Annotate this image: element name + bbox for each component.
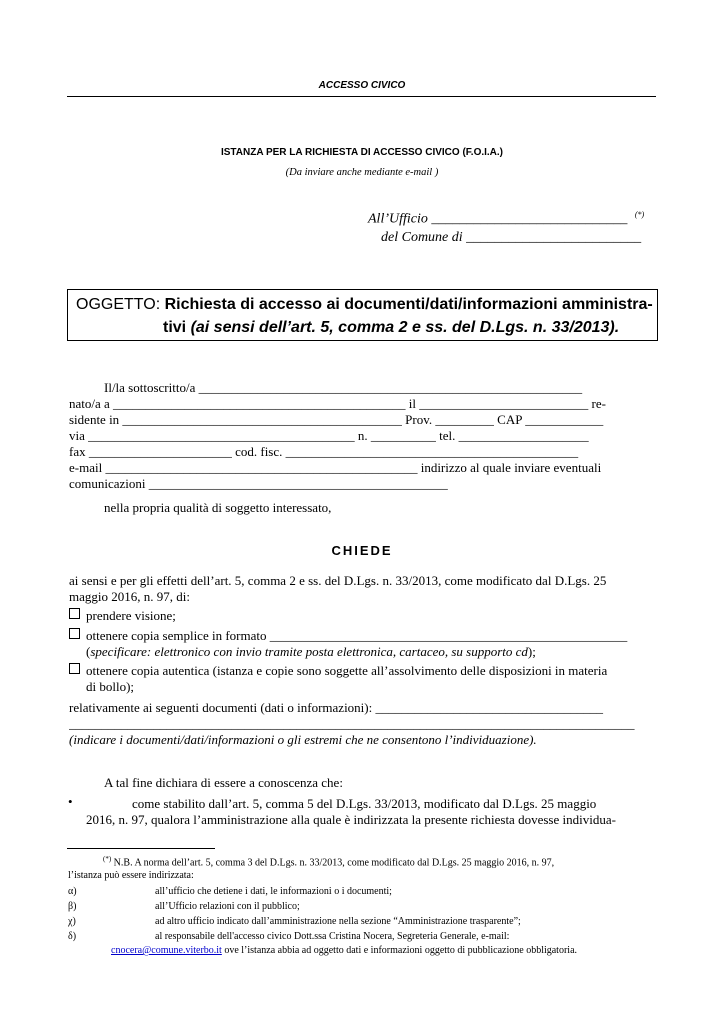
- footnote-item-key-2: β): [68, 901, 77, 912]
- subject-label: OGGETTO:: [76, 296, 161, 313]
- footnote-item-text-3: ad altro ufficio indicato dall’amministrazione nella sezione “Amministrazione trasparente”;: [155, 916, 521, 927]
- subject-text-2: tivi: [163, 319, 191, 336]
- footnote-item-text-1: all’ufficio che detiene i dati, le informazioni o i documenti;: [155, 886, 392, 897]
- footnote-item-key-1: α): [68, 886, 77, 897]
- page-header: ACCESSO CIVICO: [318, 80, 406, 91]
- footnote-text-1: N.B. A norma dell’art. 5, comma 3 del D.Lgs. n. 33/2013, come modificato dal D.Lgs. 25 maggio 2016, n. 97,: [113, 857, 555, 869]
- footnote-line-1: [103, 855, 554, 868]
- footnote-item-key-4: δ): [68, 931, 77, 942]
- subject-box: [67, 289, 658, 341]
- subject-line-2: [163, 319, 619, 337]
- option-simple-copy-label: ottenere copia semplice in formato _______________________________________________________: [86, 628, 628, 643]
- declaration-intro: A tal fine dichiara di essere a conoscenza che:: [104, 775, 343, 790]
- email-link[interactable]: cnocera@comune.viterbo.it: [111, 945, 222, 956]
- field-email[interactable]: e-mail ________________________________________________ indirizzo al quale inviare eventuali: [69, 460, 602, 475]
- subject-reference: (ai sensi dell’art. 5, comma 2 e ss. del D.Lgs. n. 33/2013).: [190, 319, 620, 336]
- documents-field-line[interactable]: _______________________________________________________________________________________: [69, 716, 635, 731]
- capacity-statement: nella propria qualità di soggetto interessato,: [104, 500, 332, 515]
- footnote-mark-ref: (*): [103, 855, 112, 863]
- chiede-heading: CHIEDE: [331, 543, 393, 558]
- note-close: );: [527, 644, 536, 659]
- footnote-item-text-4: al responsabile dell'accesso civico Dott.ssa Cristina Nocera, Segreteria Generale, e-mail:: [155, 931, 510, 942]
- footnote-item-text-2: all’Ufficio relazioni con il pubblico;: [155, 901, 300, 912]
- subject-text-1: Richiesta di accesso ai documenti/dati/informazioni amministra-: [164, 296, 653, 313]
- note-open: (: [86, 644, 91, 659]
- declaration-bullet-1b: 2016, n. 97, qualora l’amministrazione alla quale è indirizzata la presente richiesta dovesse individua-: [86, 812, 616, 827]
- footnote-last-text: ove l’istanza abbia ad oggetto dati e informazioni oggetto di pubblicazione obbligatoria.: [221, 945, 578, 956]
- chiede-intro-2: maggio 2016, n. 97, di:: [69, 589, 190, 604]
- footnote-item-key-3: χ): [68, 916, 76, 927]
- bullet-icon: •: [68, 794, 73, 809]
- field-fax[interactable]: fax ______________________ cod. fisc. _____________________________________________: [69, 444, 579, 459]
- field-residence[interactable]: sidente in ___________________________________________ Prov. _________ CAP ____________: [69, 412, 604, 427]
- option-simple-copy[interactable]: [69, 628, 656, 644]
- declaration-bullet-1a: come stabilito dall’art. 5, comma 5 del D.Lgs. 33/2013, modificato dal D.Lgs. 25 maggio: [132, 796, 597, 811]
- document-title: ISTANZA PER LA RICHIESTA DI ACCESSO CIVICO (F.O.I.A.): [220, 147, 504, 158]
- option-certified-copy[interactable]: [69, 663, 656, 679]
- chiede-intro-1: ai sensi e per gli effetti dell’art. 5, comma 2 e ss. del D.Lgs. n. 33/2013, come modificato dal D.Lgs. 25: [69, 573, 607, 588]
- recipient-office-text: All’Ufficio ____________________________: [368, 211, 628, 227]
- option-view[interactable]: [69, 608, 656, 624]
- footnote-line-2: l’istanza può essere indirizzata:: [68, 870, 194, 881]
- option-certified-copy-label: ottenere copia autentica (istanza e copie sono soggette all’assolvimento delle disposizioni in materia: [86, 663, 608, 678]
- option-simple-copy-note: [86, 644, 673, 660]
- option-certified-copy-cont: di bollo);: [86, 679, 135, 694]
- footnote-mark: (*): [634, 210, 645, 219]
- footnote-divider: [67, 848, 215, 849]
- option-view-label: prendere visione;: [86, 608, 176, 623]
- footnote-item-4-cont: [111, 945, 577, 956]
- documents-note: (indicare i documenti/dati/informazioni o gli estremi che ne consentono l’individuazione).: [69, 732, 537, 747]
- checkbox-view[interactable]: [69, 608, 80, 619]
- field-name[interactable]: Il/la sottoscritto/a ___________________________________________________________: [104, 380, 583, 395]
- checkbox-simple-copy[interactable]: [69, 628, 80, 639]
- recipient-office: [368, 210, 644, 228]
- field-communications[interactable]: comunicazioni ______________________________________________: [69, 476, 448, 491]
- header-divider: [67, 96, 656, 97]
- recipient-municipality: del Comune di _________________________: [381, 230, 642, 245]
- checkbox-certified-copy[interactable]: [69, 663, 80, 674]
- field-birth[interactable]: nato/a a _____________________________________________ il __________________________ re-: [69, 396, 606, 411]
- note-text: specificare: elettronico con invio tramite posta elettronica, cartaceo, su supporto cd: [90, 644, 528, 659]
- subject-line-1: [76, 296, 653, 314]
- documents-field[interactable]: relativamente ai seguenti documenti (dati o informazioni): ___________________________________: [69, 700, 603, 715]
- field-street[interactable]: via _________________________________________ n. __________ tel. ____________________: [69, 428, 589, 443]
- document-subtitle: (Da inviare anche mediante e-mail ): [285, 167, 439, 178]
